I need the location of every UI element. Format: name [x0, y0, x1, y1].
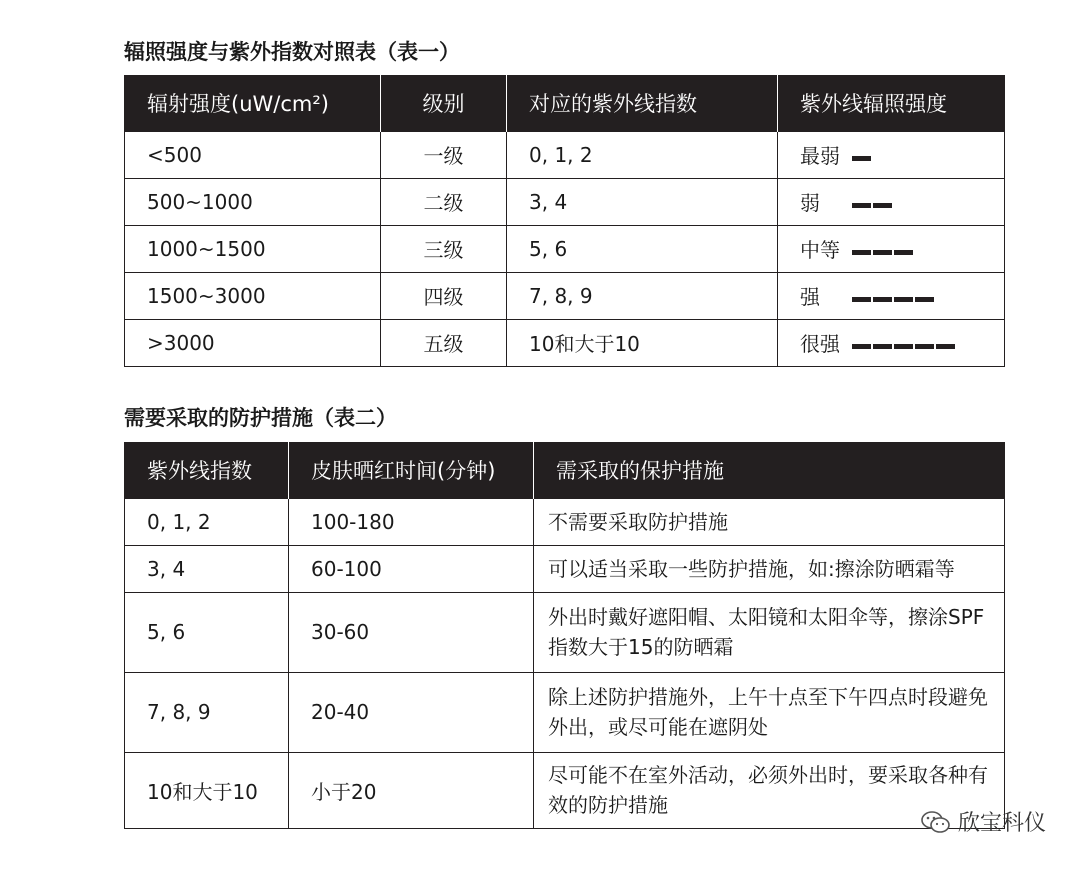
strength-bar	[852, 333, 957, 357]
cell-uv-index: 0, 1, 2	[125, 498, 289, 545]
table-row	[125, 752, 1005, 828]
strength-bar-segment	[873, 250, 892, 255]
cell-uv-index: 7, 8, 9	[125, 672, 289, 752]
wechat-icon	[920, 809, 952, 835]
strength-label: 强	[800, 284, 820, 309]
cell-time: 20-40	[289, 672, 534, 752]
header-level: 级别	[381, 75, 507, 131]
table1-header-row	[125, 75, 1005, 131]
watermark-text: 欣宝科仪	[957, 811, 1046, 836]
cell-level: 四级	[381, 272, 507, 319]
cell-level: 一级	[381, 131, 507, 178]
table-row	[125, 178, 1005, 225]
strength-bar-segment	[915, 344, 934, 349]
cell-irradiance: 500~1000	[125, 178, 381, 225]
watermark	[920, 806, 1046, 837]
strength-bar-segment	[894, 344, 913, 349]
cell-strength	[778, 319, 1005, 366]
strength-bar-segment	[894, 250, 913, 255]
table1-caption: 辐照强度与紫外指数对照表（表一）	[124, 40, 460, 64]
cell-level: 三级	[381, 225, 507, 272]
strength-bar-segment	[852, 203, 871, 208]
cell-uv-index: 0, 1, 2	[507, 131, 778, 178]
cell-measure: 外出时戴好遮阳帽、太阳镜和太阳伞等，擦涂SPF指数大于15的防晒霜	[534, 592, 1005, 672]
header-redness-time: 皮肤晒红时间(分钟)	[289, 442, 534, 498]
strength-bar-segment	[852, 156, 871, 161]
cell-measure: 尽可能不在室外活动，必须外出时，要采取各种有效的防护措施	[534, 752, 1005, 828]
cell-irradiance: <500	[125, 131, 381, 178]
strength-bar	[852, 192, 894, 216]
table-row	[125, 672, 1005, 752]
header-irradiance: 辐射强度(uW/cm²)	[125, 75, 381, 131]
table-row	[125, 498, 1005, 545]
table2-header-row	[125, 442, 1005, 498]
cell-level: 二级	[381, 178, 507, 225]
strength-bar-segment	[894, 297, 913, 302]
strength-bar-segment	[852, 344, 871, 349]
cell-uv-index: 3, 4	[507, 178, 778, 225]
cell-strength	[778, 131, 1005, 178]
table-row	[125, 319, 1005, 366]
strength-bar	[852, 286, 936, 310]
header-uv-index: 对应的紫外线指数	[507, 75, 778, 131]
cell-strength	[778, 225, 1005, 272]
table-row	[125, 131, 1005, 178]
strength-bar-segment	[873, 203, 892, 208]
strength-bar-segment	[936, 344, 955, 349]
cell-uv-index: 5, 6	[125, 592, 289, 672]
strength-bar-segment	[873, 297, 892, 302]
cell-measure: 除上述防护措施外，上午十点至下午四点时段避免外出，或尽可能在遮阴处	[534, 672, 1005, 752]
strength-bar-segment	[852, 297, 871, 302]
table-row	[125, 592, 1005, 672]
cell-measure: 可以适当采取一些防护措施，如:擦涂防晒霜等	[534, 545, 1005, 592]
table-row	[125, 545, 1005, 592]
cell-irradiance: 1500~3000	[125, 272, 381, 319]
cell-time: 小于20	[289, 752, 534, 828]
strength-bar-segment	[873, 344, 892, 349]
strength-label: 中等	[800, 237, 840, 262]
header-uv-strength: 紫外线辐照强度	[778, 75, 1005, 131]
header-uv-index: 紫外线指数	[125, 442, 289, 498]
strength-bar-segment	[852, 250, 871, 255]
table-row	[125, 272, 1005, 319]
cell-uv-index: 3, 4	[125, 545, 289, 592]
cell-measure: 不需要采取防护措施	[534, 498, 1005, 545]
cell-strength	[778, 272, 1005, 319]
cell-uv-index: 10和大于10	[507, 319, 778, 366]
strength-label: 最弱	[800, 143, 840, 168]
cell-uv-index: 5, 6	[507, 225, 778, 272]
table-row	[125, 225, 1005, 272]
strength-bar-segment	[915, 297, 934, 302]
cell-level: 五级	[381, 319, 507, 366]
table2-caption: 需要采取的防护措施（表二）	[124, 406, 397, 430]
strength-bar	[852, 145, 873, 169]
irradiance-uv-table	[124, 75, 1005, 367]
strength-label: 很强	[800, 331, 840, 356]
cell-uv-index: 7, 8, 9	[507, 272, 778, 319]
cell-time: 100-180	[289, 498, 534, 545]
cell-uv-index: 10和大于10	[125, 752, 289, 828]
cell-time: 30-60	[289, 592, 534, 672]
strength-label: 弱	[800, 190, 820, 215]
header-measures: 需采取的保护措施	[534, 442, 1005, 498]
strength-bar	[852, 239, 915, 263]
cell-irradiance: 1000~1500	[125, 225, 381, 272]
cell-irradiance: >3000	[125, 319, 381, 366]
protection-measures-table	[124, 442, 1005, 829]
cell-strength	[778, 178, 1005, 225]
cell-time: 60-100	[289, 545, 534, 592]
